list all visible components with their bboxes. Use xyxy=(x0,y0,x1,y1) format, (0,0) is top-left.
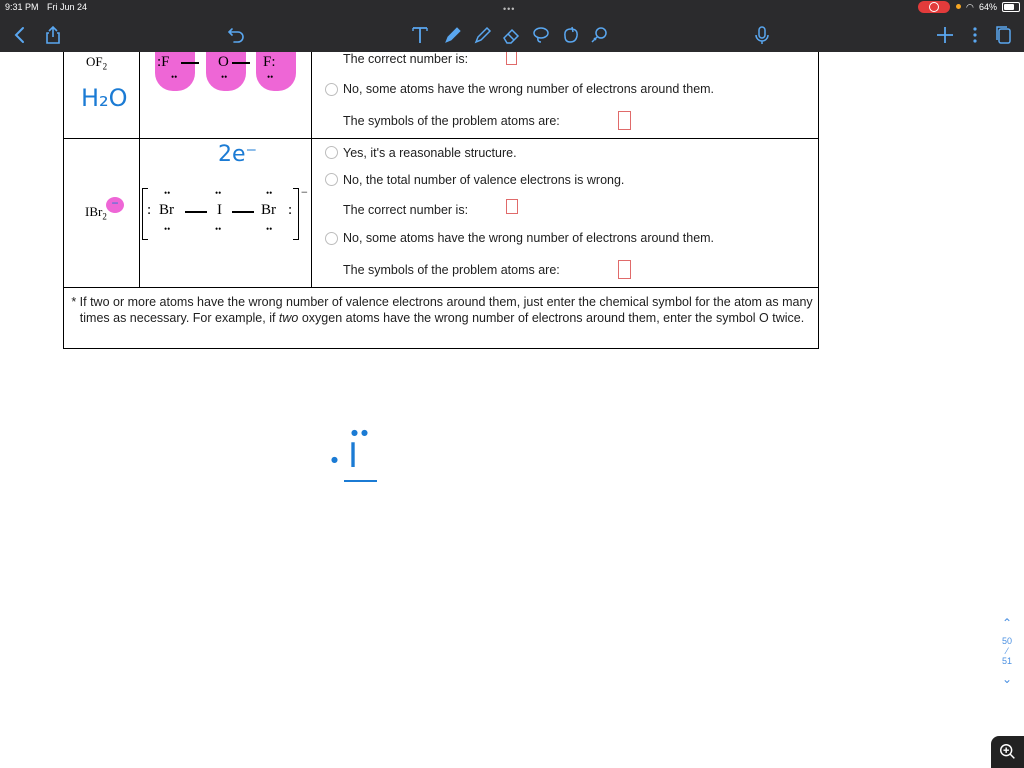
undo-icon[interactable] xyxy=(223,22,249,48)
more-icon[interactable] xyxy=(962,22,988,48)
problem-atoms-label: The symbols of the problem atoms are: xyxy=(343,114,560,128)
ibr2-lewis-structure: : Br •• •• I •• •• Br •• •• : − xyxy=(142,188,310,244)
highlighter-icon[interactable] xyxy=(470,22,496,48)
row-divider xyxy=(64,138,819,139)
status-date: Fri Jun 24 xyxy=(47,2,88,12)
wrong-electrons-radio[interactable] xyxy=(325,232,338,245)
formula-of2: $OF_2$ xyxy=(86,54,108,72)
pointer-icon[interactable] xyxy=(586,22,612,48)
mic-icon[interactable] xyxy=(749,22,775,48)
battery-icon xyxy=(1002,2,1020,12)
correct-number-label: The correct number is: xyxy=(343,203,469,217)
handwritten-underline xyxy=(344,480,377,482)
lasso-icon[interactable] xyxy=(528,22,554,48)
footnote: * If two or more atoms have the wrong number of valence electrons around them, just enter the chemical symbol for the atom as many times as necessary. For example, if two oxygen atoms have the wrong number of electrons around them, enter the symbol O twice. xyxy=(71,295,813,325)
mic-in-use-indicator xyxy=(956,4,961,9)
reasonable-structure-label: Yes, it's a reasonable structure. xyxy=(343,146,517,160)
shapes-icon[interactable] xyxy=(558,22,584,48)
page-down-icon[interactable]: ⌄ xyxy=(1001,672,1013,686)
row-divider xyxy=(64,287,819,288)
reasonable-structure-radio[interactable] xyxy=(325,146,338,159)
add-icon[interactable] xyxy=(932,22,958,48)
handwritten-dots: ●● xyxy=(351,428,371,437)
charge-annotation: − xyxy=(106,197,124,213)
back-icon[interactable] xyxy=(7,22,33,48)
total-pages: 51 xyxy=(1001,656,1012,666)
total-electrons-wrong-label: No, the total number of valence electrons is wrong. xyxy=(343,173,625,187)
formula-ibr2: IBr$_2$ xyxy=(85,204,107,222)
current-page: 50 xyxy=(1001,636,1012,646)
handwritten-2e: 2e⁻ xyxy=(218,142,258,167)
pages-icon[interactable] xyxy=(991,22,1017,48)
wrong-electrons-radio[interactable] xyxy=(325,83,338,96)
correct-number-input[interactable] xyxy=(506,52,517,65)
zoom-button[interactable] xyxy=(991,736,1024,768)
page-navigator xyxy=(994,616,1020,686)
wifi-icon: ◠ xyxy=(966,2,974,12)
wrong-electrons-label: No, some atoms have the wrong number of electrons around them. xyxy=(343,82,715,96)
page-up-icon[interactable]: ⌃ xyxy=(1001,616,1013,630)
correct-number-label: The correct number is: xyxy=(343,52,469,66)
eraser-icon[interactable] xyxy=(498,22,524,48)
text-tool-icon[interactable] xyxy=(407,22,433,48)
share-icon[interactable] xyxy=(40,22,66,48)
battery-percent: 64% xyxy=(979,2,998,12)
handwritten-h2o: H₂O xyxy=(81,84,128,112)
handwritten-dot: ● xyxy=(331,455,338,464)
multitask-dots[interactable]: ••• xyxy=(503,4,516,14)
highlight-mark xyxy=(256,52,296,91)
page-separator: ⁄ xyxy=(1006,646,1008,656)
total-electrons-wrong-radio[interactable] xyxy=(325,173,338,186)
problem-atoms-input[interactable] xyxy=(618,260,631,279)
column-divider xyxy=(139,52,140,287)
zoom-in-icon xyxy=(998,742,1018,762)
lewis-structure-table: $OF_2$ :F O F: •• •• •• The correct number is: No, some atoms have the wrong number of electrons around them. The symbols of the problem atoms are: IBr$_2$ − : Br •• •• I •• •• Br •• •• : − Yes, it's a reasonable structure. No, the total number of valence electrons is wrong. The correct number is: No, some atoms have the wrong number of electrons around them. The symbols of the problem atoms are: * If two or more atoms have the wrong number of valence electrons around them, just enter the chemical symbol for the atom as many times as necessary. For example, if two oxygen atoms have the wrong number of electrons around them, enter the symbol O twice. xyxy=(63,52,819,349)
correct-number-input[interactable] xyxy=(506,199,518,214)
screen-record-indicator[interactable] xyxy=(918,1,950,13)
status-time: 9:31 PM xyxy=(5,2,39,12)
problem-atoms-label: The symbols of the problem atoms are: xyxy=(343,263,560,277)
problem-atoms-input[interactable] xyxy=(618,111,631,130)
top-toolbar xyxy=(0,0,1024,52)
pen-icon[interactable] xyxy=(440,22,466,48)
column-divider xyxy=(311,52,312,287)
handwritten-iodine: I xyxy=(348,436,359,476)
wrong-electrons-label: No, some atoms have the wrong number of electrons around them. xyxy=(343,231,715,245)
